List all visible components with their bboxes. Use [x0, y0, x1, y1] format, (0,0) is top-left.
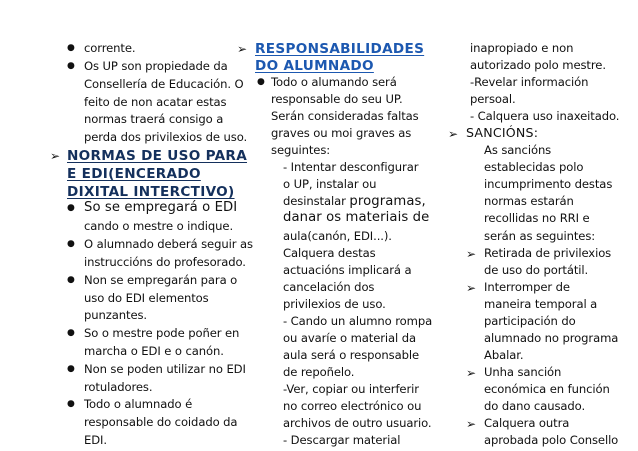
bullet-icon: ●: [67, 399, 75, 410]
text-line: responsable do coidado da: [84, 415, 238, 430]
text-line: Abalar.: [484, 347, 524, 362]
text-line: incumprimento destas: [484, 177, 613, 192]
text-line: -Ver, copiar ou interferir: [283, 381, 419, 396]
text-line: As sancións: [484, 143, 552, 158]
arrow-bullet-icon: ➢: [466, 280, 477, 295]
text-line: responsable do seu UP.: [271, 92, 403, 107]
text-line: Os UP son propiedade da: [84, 58, 228, 73]
text-line: seguintes:: [271, 143, 331, 158]
text-line: cando o mestre o indique.: [84, 219, 234, 234]
text-line: Non se empregarán para o: [84, 272, 238, 287]
text-line: punzantes.: [84, 308, 147, 323]
text-line: ou avaríe o material da: [283, 330, 417, 345]
text-line: Consellería de Educación. O: [84, 76, 244, 91]
text-fragment: desinstalar: [283, 194, 350, 209]
text-line: cancelación dos: [283, 279, 375, 294]
arrow-bullet-icon: ➢: [466, 417, 477, 431]
heading-responsabilidades: DO ALUMNADO: [255, 58, 374, 74]
arrow-bullet-icon: ➢: [50, 148, 61, 163]
text-line: Unha sanción: [484, 364, 562, 379]
text-line: Serán consideradas faltas: [271, 109, 419, 124]
text-line: inapropiado e non: [470, 41, 574, 55]
heading-normas: NORMAS DE USO PARA: [67, 147, 248, 164]
arrow-bullet-icon: ➢: [466, 246, 477, 261]
text-line: normas estarán: [484, 194, 574, 209]
bullet-icon: ●: [67, 274, 75, 285]
heading-normas: DIXITAL INTERCTIVO): [67, 183, 235, 200]
text-line: normas traerá consigo a: [84, 112, 224, 127]
heading-normas: E EDI(ENCERADO: [67, 165, 201, 182]
text-line: - Calquera uso inaxeitado.: [470, 109, 620, 124]
bullet-icon: ●: [67, 363, 75, 374]
text-line: establecidas polo: [484, 160, 584, 175]
text-line: aula será o responsable: [283, 347, 420, 362]
text-line: aula(canón, EDI...).: [283, 228, 392, 243]
text-line: -Revelar información: [470, 75, 589, 90]
text-line: do dano causado.: [484, 398, 586, 413]
text-line: Interromper de: [484, 279, 570, 294]
text-line: marcha o EDI e o canón.: [84, 343, 224, 358]
text-line: So se empregará o EDI: [84, 200, 238, 216]
heading-responsabilidades: RESPONSABILIDADES: [255, 41, 425, 57]
text-line: So o mestre pode poñer en: [84, 326, 240, 341]
text-line: danar os materiais de: [283, 210, 430, 226]
bullet-icon: ●: [67, 43, 75, 53]
arrow-bullet-icon: ➢: [466, 365, 477, 380]
text-line: económica en función: [484, 381, 610, 396]
text-line: archivos de outro usuario.: [283, 416, 432, 430]
text-line: recollidas no RRI e: [484, 211, 590, 226]
text-line: - Cando un alumno rompa: [283, 313, 433, 328]
text-line: uso do EDI elementos: [84, 290, 209, 305]
heading-sancions: SANCIÓNS:: [466, 125, 539, 141]
text-line: Calquera outra: [484, 416, 570, 430]
text-line: aprobada polo Consello: [484, 433, 619, 447]
text-line: corrente.: [84, 41, 136, 55]
text-line: instruccións do profesorado.: [84, 254, 246, 269]
arrow-bullet-icon: ➢: [448, 127, 459, 142]
text-line: Retirada de privilexios: [484, 245, 612, 260]
text-line: de uso do portátil.: [484, 262, 589, 277]
text-line: o UP, instalar ou: [283, 177, 377, 192]
text-line: serán as seguintes:: [484, 228, 596, 243]
bullet-icon: ●: [67, 60, 75, 71]
text-line: Non se poden utilizar no EDI: [84, 361, 246, 376]
arrow-bullet-icon: ➢: [237, 42, 248, 56]
text-line: Todo o alumando será: [271, 75, 397, 90]
text-line: perda dos privilexios de uso.: [84, 130, 248, 145]
bullet-icon: ●: [257, 77, 265, 88]
bullet-icon: ●: [67, 328, 75, 339]
text-line: maneira temporal a: [484, 296, 598, 311]
text-line: alumnado no programa: [484, 330, 619, 345]
text-line: de repoñelo.: [283, 364, 355, 379]
text-line: rotuladores.: [84, 379, 153, 394]
text-line: participación do: [484, 313, 576, 328]
bullet-icon: ●: [67, 203, 75, 214]
text-line: feito de non acatar estas: [84, 94, 227, 109]
text-line: O alumnado deberá seguir as: [84, 237, 253, 251]
text-line: no correo electrónico ou: [283, 398, 422, 413]
text-line: privilexios de uso.: [283, 296, 386, 311]
text-line: autorizado polo mestre.: [470, 58, 606, 72]
text-line: [283, 193, 426, 210]
bullet-icon: ●: [67, 239, 75, 249]
text-line: actuacións implicará a: [283, 262, 412, 277]
text-line: graves ou moi graves as: [271, 126, 412, 141]
text-line: Calquera destas: [283, 245, 376, 260]
text-fragment: programas,: [349, 194, 426, 210]
text-line: persoal.: [470, 92, 516, 107]
text-line: EDI.: [84, 433, 107, 447]
text-line: Todo o alumnado é: [84, 397, 193, 412]
text-line: - Descargar material: [283, 433, 401, 447]
text-line: - Intentar desconfigurar: [283, 160, 419, 175]
